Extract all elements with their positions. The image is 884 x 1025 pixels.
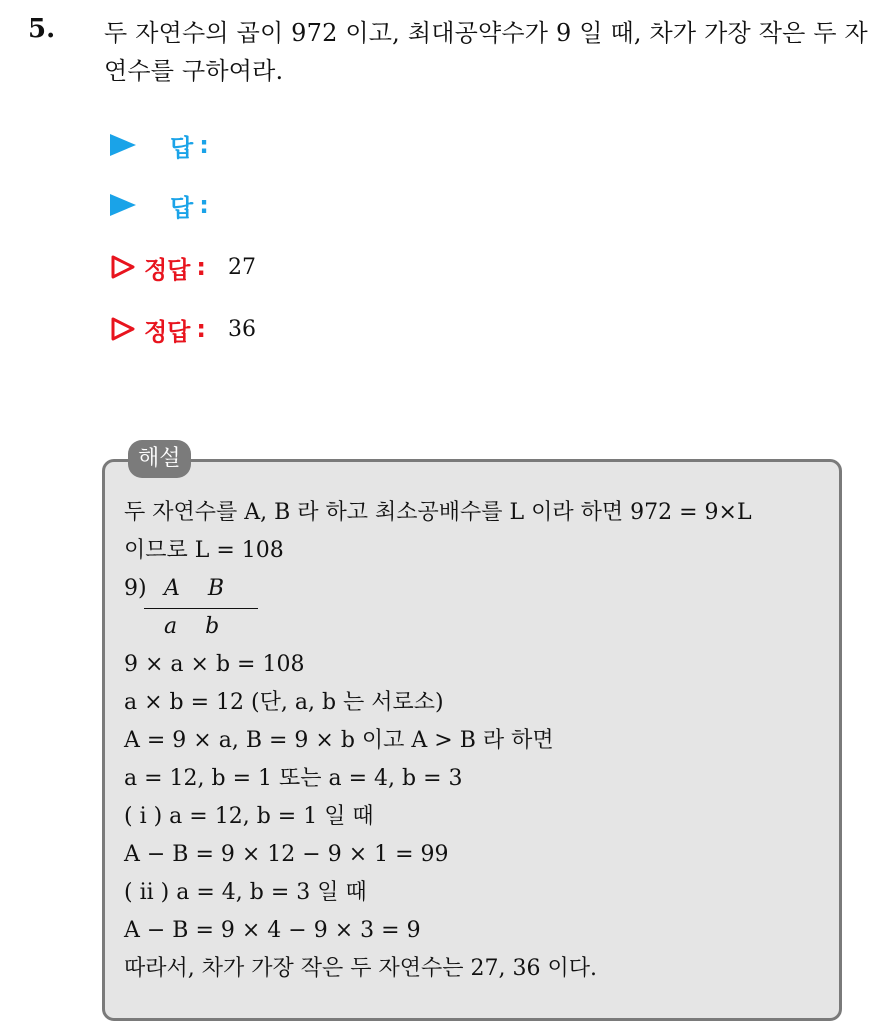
explanation-line: A = 9 × a, B = 9 × b 이고 A > B 라 하면 xyxy=(124,728,554,753)
correct-answer-colon: : xyxy=(196,315,206,343)
answer-label: 답 xyxy=(170,193,194,222)
correct-answer-value: 27 xyxy=(227,254,256,280)
division-diagram xyxy=(124,570,834,646)
correct-answer-colon: : xyxy=(196,253,206,281)
explanation-line: a × b = 12 (단, a, b 는 서로소) xyxy=(124,690,444,715)
division-divisor: 9) xyxy=(124,576,147,601)
outline-triangle-icon xyxy=(110,316,136,342)
outline-triangle-icon xyxy=(110,254,136,280)
explanation-line: ( ii ) a = 4, b = 3 일 때 xyxy=(124,880,367,905)
answer-colon: : xyxy=(199,131,209,159)
answer-row-1 xyxy=(110,128,209,162)
division-top: A B xyxy=(164,576,225,601)
answer-row-2 xyxy=(110,188,209,222)
explanation-tag: 해설 xyxy=(128,440,191,478)
explanation-line: A − B = 9 × 4 − 9 × 3 = 9 xyxy=(124,918,421,943)
explanation-line: 이므로 L = 108 xyxy=(124,538,284,563)
question-text: 두 자연수의 곱이 972 이고, 최대공약수가 9 일 때, 차가 가장 작은 두 자연수를 구하여라. xyxy=(104,19,868,85)
division-bottom: a b xyxy=(164,614,220,639)
explanation-line: 9 × a × b = 108 xyxy=(124,652,305,677)
correct-answer-label: 정답 xyxy=(144,255,191,284)
answer-label: 답 xyxy=(170,133,194,162)
answer-colon: : xyxy=(199,191,209,219)
explanation-line: a = 12, b = 1 또는 a = 4, b = 3 xyxy=(124,766,463,791)
question-number: 5. xyxy=(28,14,56,44)
explanation-line: 두 자연수를 A, B 라 하고 최소공배수를 L 이라 하면 972 = 9×L xyxy=(124,500,752,525)
explanation-content xyxy=(124,494,834,988)
play-triangle-icon xyxy=(110,134,136,156)
play-triangle-icon xyxy=(110,194,136,216)
correct-answer-value: 36 xyxy=(227,316,256,342)
explanation-line: ( i ) a = 12, b = 1 일 때 xyxy=(124,804,374,829)
explanation-line: 따라서, 차가 가장 작은 두 자연수는 27, 36 이다. xyxy=(124,956,597,981)
correct-answer-label: 정답 xyxy=(144,317,191,346)
correct-answer-row-2 xyxy=(110,312,256,346)
correct-answer-row-1 xyxy=(110,250,256,284)
explanation-line: A − B = 9 × 12 − 9 × 1 = 99 xyxy=(124,842,449,867)
